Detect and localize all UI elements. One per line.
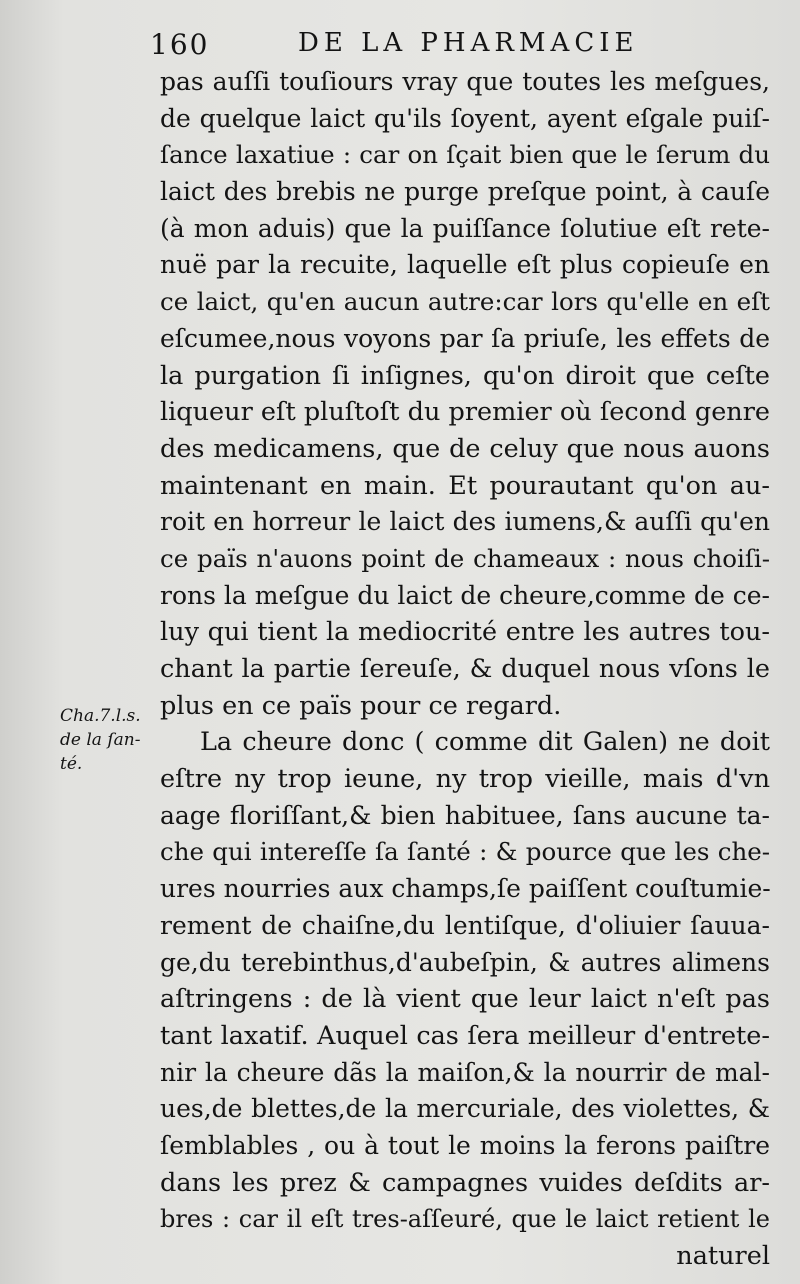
text-line: tant laxatif. Auquel cas ſera meilleur d'entrete- xyxy=(160,1020,770,1051)
text-line: luy qui tient la mediocrité entre les autres tou- xyxy=(160,617,770,648)
text-line: laict des brebis ne purge preſque point, à cauſe xyxy=(160,177,770,207)
text-line: ures nourries aux champs,ſe paiſſent couſtumie- xyxy=(160,874,771,904)
page-number: 160 xyxy=(150,28,210,61)
text-line: pas auſſi touſiours vray que toutes les meſgues, xyxy=(160,67,770,96)
text-line: roit en horreur le laict des iumens,& auſſi qu'en xyxy=(160,507,770,537)
text-line: maintenant en main. Et pourautant qu'on au- xyxy=(160,470,770,501)
text-line: (à mon aduis) que la puiſſance ſolutiue eſt rete- xyxy=(160,213,770,243)
text-line: plus en ce païs pour ce regard. xyxy=(160,690,562,721)
text-line: nuë par la recuite, laquelle eſt plus copieuſe en xyxy=(160,250,770,280)
text-line: eſcumee,nous voyons par ſa priuſe, les effets de xyxy=(160,323,770,353)
text-line: rement de chaiſne,du lentiſque, d'oliuier ſauua- xyxy=(160,910,770,940)
text-line: ſemblables , ou à tout le moins la ferons paiſtre xyxy=(160,1130,770,1160)
text-line: bres : car il eſt tres-aſſeuré, que le laict retient le xyxy=(160,1205,770,1234)
text-line: ues,de blettes,de la mercuriale, des violettes, & xyxy=(160,1094,770,1124)
margin-note-line: de la ſan- xyxy=(60,730,141,750)
text-line: ce laict, qu'en aucun autre:car lors qu'elle en eſt xyxy=(160,287,770,317)
margin-note-line: té. xyxy=(60,754,83,774)
text-line: che qui intereſſe ſa ſanté : & pource que les che- xyxy=(160,837,770,867)
text-line: ſance laxatiue : car on ſçait bien que le ſerum du xyxy=(160,140,770,170)
body-text xyxy=(160,64,770,1275)
text-line: de quelque laict qu'ils ſoyent, ayent eſgale puiſ- xyxy=(160,103,770,133)
text-line: des medicamens, que de celuy que nous auons xyxy=(160,433,770,464)
text-line: aſtringens : de là vient que leur laict n'eſt pas xyxy=(160,984,770,1015)
text-line: nir la cheure dãs la maiſon,& la nourrir de mal- xyxy=(160,1057,770,1087)
text-line: dans les prez & campagnes vuides deſdits ar- xyxy=(160,1167,770,1198)
page-header xyxy=(150,28,710,68)
text-line: la purgation ſi inſignes, qu'on diroit que ceſte xyxy=(160,360,770,391)
text-line: ge,du terebinthus,d'aubeſpin, & autres alimens xyxy=(160,947,770,977)
text-line: chant la partie ſereuſe, & duquel nous vſons le xyxy=(160,654,770,684)
text-line: eſtre ny trop ieune, ny trop vieille, mais d'vn xyxy=(160,764,770,795)
margin-note xyxy=(60,704,160,776)
text-line: ce païs n'auons point de chameaux : nous choiſi- xyxy=(160,543,770,573)
catchword: naturel xyxy=(676,1241,770,1271)
margin-note-line: Cha.7.l.s. xyxy=(60,706,141,726)
text-line: rons la meſgue du laict de cheure,comme de ce- xyxy=(160,580,770,610)
running-title: DE LA PHARMACIE xyxy=(298,28,639,58)
text-line: liqueur eſt pluſtoſt du premier où ſecond genre xyxy=(160,397,770,428)
text-line: La cheure donc ( comme dit Galen) ne doit xyxy=(200,727,770,758)
text-line: aage floriſſant,& bien habituee, ſans aucune ta- xyxy=(160,800,770,830)
